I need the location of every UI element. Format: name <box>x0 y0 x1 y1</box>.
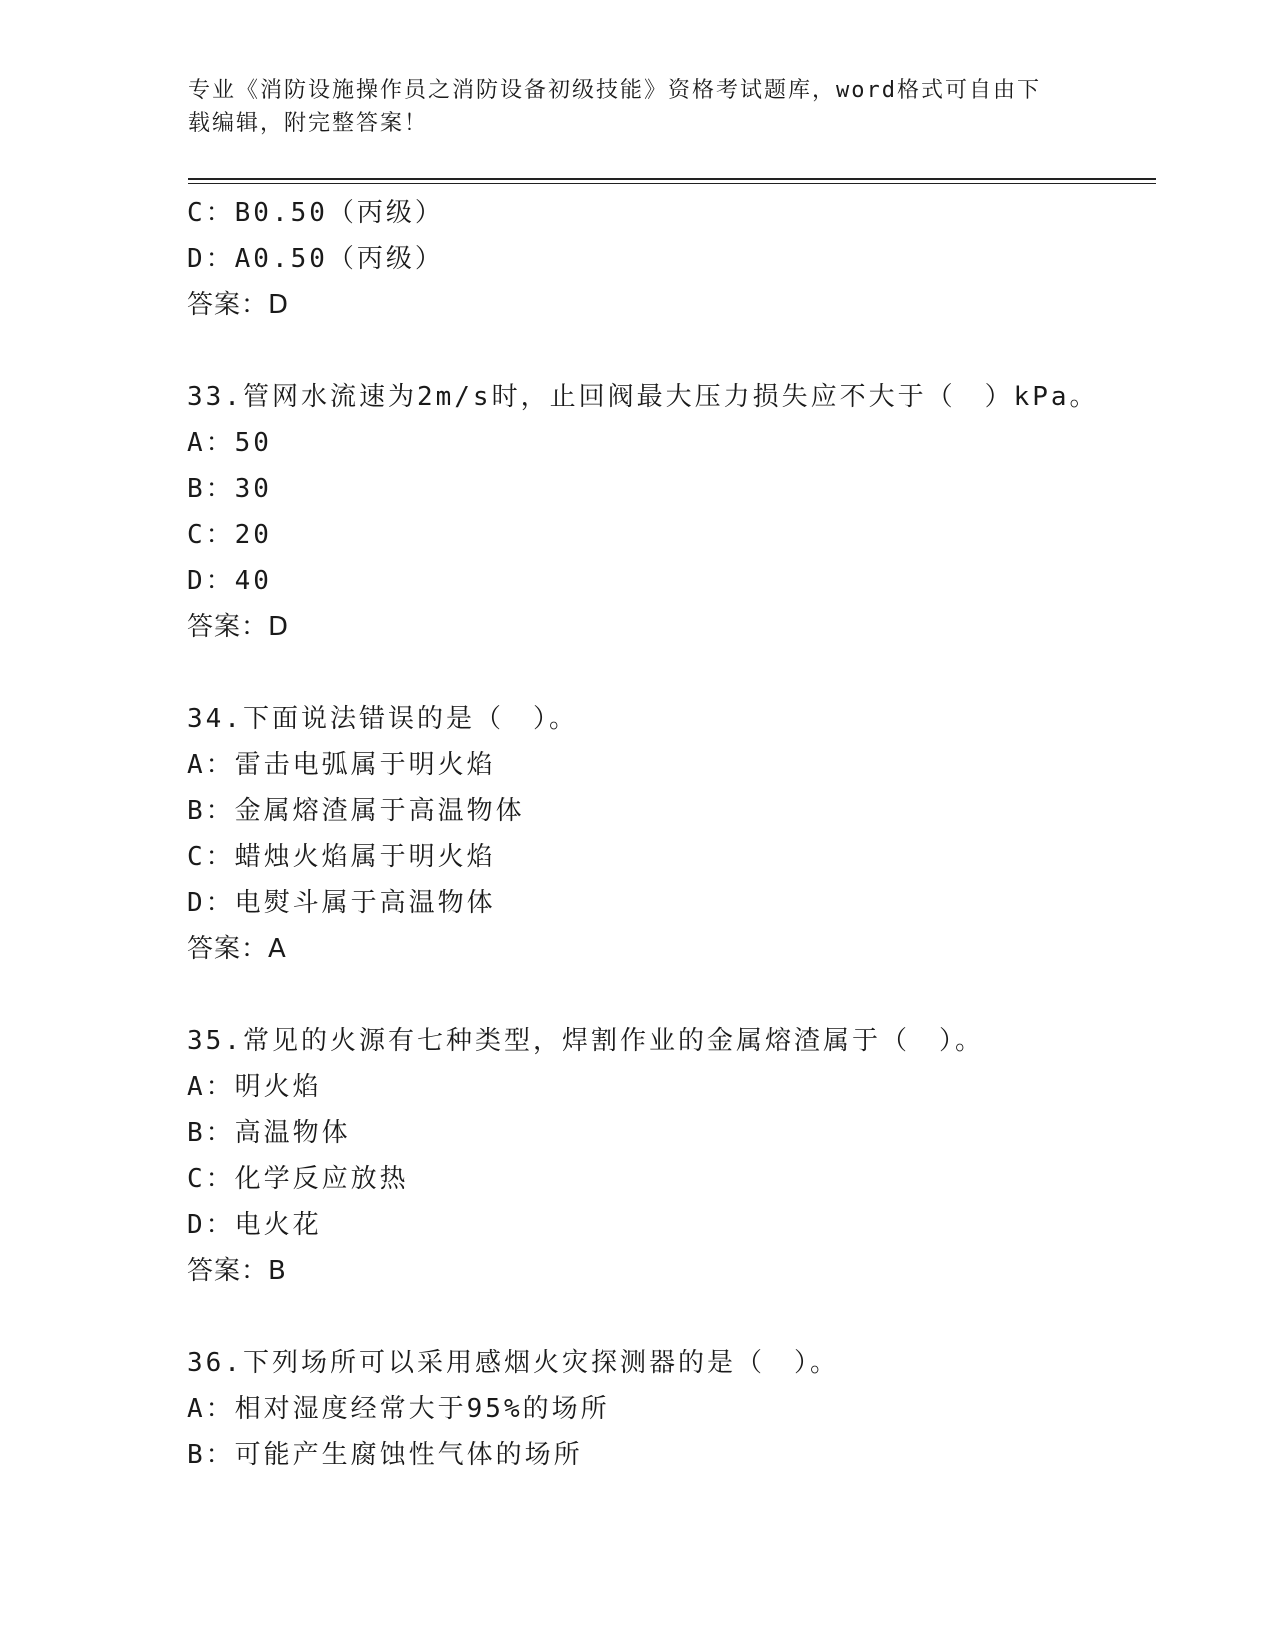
question-text: 34.下面说法错误的是（ ）。 <box>187 704 578 734</box>
option-c: C：20 <box>187 520 272 550</box>
question-34 <box>187 696 1167 972</box>
option-a: A：雷击电弧属于明火焰 <box>187 750 496 780</box>
answer: 答案：D <box>187 612 290 642</box>
option-d: D：电火花 <box>187 1210 322 1240</box>
question-text: 33.管网水流速为2m/s时，止回阀最大压力损失应不大于（ ）kPa。 <box>187 382 1099 412</box>
option-d: D：A0.50（丙级） <box>187 244 444 274</box>
spacer <box>187 1294 1167 1340</box>
answer: 答案：B <box>187 1256 287 1286</box>
document-header <box>188 74 1068 140</box>
option-c: C：化学反应放热 <box>187 1164 409 1194</box>
option-b: B：高温物体 <box>187 1118 351 1148</box>
question-text: 36.下列场所可以采用感烟火灾探测器的是（ ）。 <box>187 1348 839 1378</box>
question-36 <box>187 1340 1167 1478</box>
question-list <box>187 190 1167 1478</box>
question-32-tail <box>187 190 1167 328</box>
option-b: B：可能产生腐蚀性气体的场所 <box>187 1440 583 1470</box>
question-text: 35.常见的火源有七种类型，焊割作业的金属熔渣属于（ ）。 <box>187 1026 984 1056</box>
option-a: A：明火焰 <box>187 1072 322 1102</box>
option-c: C：B0.50（丙级） <box>187 198 444 228</box>
answer: 答案：A <box>187 934 287 964</box>
spacer <box>187 328 1167 374</box>
option-a: A：50 <box>187 428 272 458</box>
option-a: A：相对湿度经常大于95%的场所 <box>187 1394 610 1424</box>
header-rule-thin <box>188 183 1156 184</box>
option-d: D：40 <box>187 566 272 596</box>
header-rule-thick <box>188 178 1156 180</box>
header-line-1: 专业《消防设施操作员之消防设备初级技能》资格考试题库，word格式可自由下 <box>188 78 1041 103</box>
spacer <box>187 650 1167 696</box>
question-35 <box>187 1018 1167 1294</box>
header-line-2: 载编辑，附完整答案！ <box>188 111 429 136</box>
spacer <box>187 972 1167 1018</box>
option-b: B：金属熔渣属于高温物体 <box>187 796 525 826</box>
option-b: B：30 <box>187 474 272 504</box>
question-33 <box>187 374 1167 650</box>
option-d: D：电熨斗属于高温物体 <box>187 888 496 918</box>
answer: 答案：D <box>187 290 290 320</box>
option-c: C：蜡烛火焰属于明火焰 <box>187 842 496 872</box>
